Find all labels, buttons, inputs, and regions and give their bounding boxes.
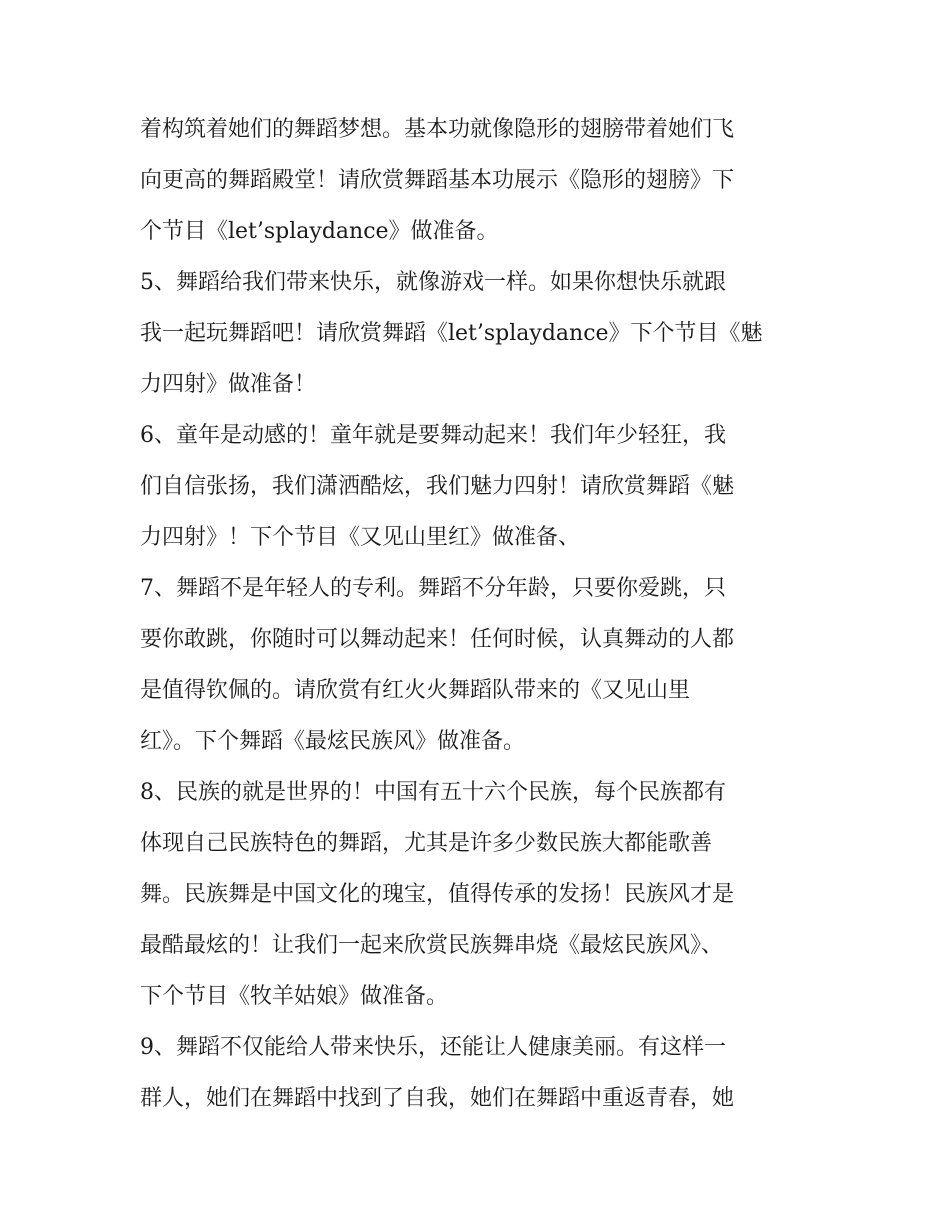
text-line: 群人，她们在舞蹈中找到了自我，她们在舞蹈中重返青春，她: [140, 1086, 735, 1111]
text-line: 力四射》！下个节目《又见山里红》做准备、: [140, 525, 581, 550]
text-line: 7、舞蹈不是年轻人的专利。舞蹈不分年龄，只要你爱跳，只: [140, 576, 726, 601]
text-line: 们自信张扬，我们潇洒酷炫，我们魅力四射！请欣赏舞蹈《魅: [140, 474, 735, 499]
text-line: 力四射》做准备！: [140, 372, 317, 397]
text-line: 最酷最炫的！让我们一起来欣赏民族舞串烧《最炫民族风》、: [140, 933, 724, 958]
text-line: 体现自己民族特色的舞蹈，尤其是许多少数民族大都能歌善: [140, 831, 713, 856]
text-line: 要你敢跳，你随时可以舞动起来！任何时候，认真舞动的人都: [140, 627, 735, 652]
text-line: 我一起玩舞蹈吧！请欣赏舞蹈《let’splaydance》下个节目《魅: [140, 321, 763, 346]
text-line: 舞。民族舞是中国文化的瑰宝，值得传承的发扬！民族风才是: [140, 882, 735, 907]
text-line: 5、舞蹈给我们带来快乐，就像游戏一样。如果你想快乐就跟: [140, 270, 726, 295]
text-line: 红》。下个舞蹈《最炫民族风》做准备。: [140, 729, 526, 754]
text-line: 向更高的舞蹈殿堂！请欣赏舞蹈基本功展示《隐形的翅膀》下: [140, 168, 735, 193]
text-line: 6、童年是动感的！童年就是要舞动起来！我们年少轻狂，我: [140, 423, 726, 448]
text-line: 是值得钦佩的。请欣赏有红火火舞蹈队带来的《又见山里: [140, 678, 691, 703]
text-line: 着构筑着她们的舞蹈梦想。基本功就像隐形的翅膀带着她们飞: [140, 117, 735, 142]
text-line: 9、舞蹈不仅能给人带来快乐，还能让人健康美丽。有这样一: [140, 1035, 726, 1060]
text-line: 个节目《let’splaydance》做准备。: [140, 219, 499, 244]
text-line: 8、民族的就是世界的！中国有五十六个民族，每个民族都有: [140, 780, 726, 805]
text-line: 下个节目《牧羊姑娘》做准备。: [140, 984, 449, 1009]
document-body: [140, 104, 815, 1124]
